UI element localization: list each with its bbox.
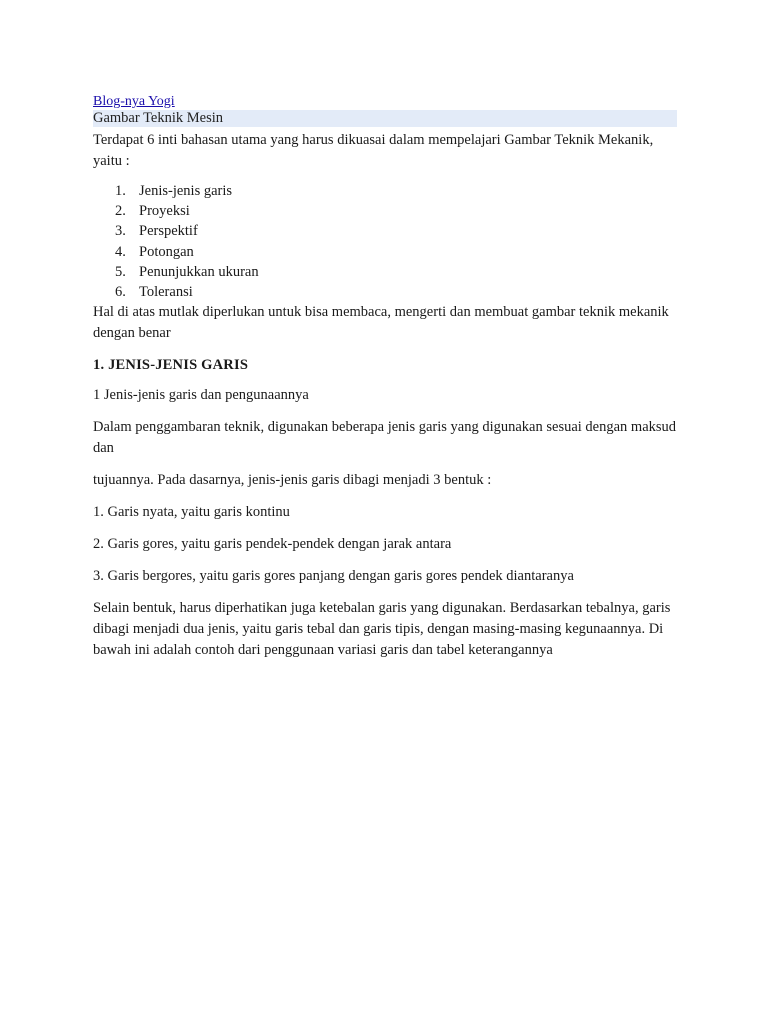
list-item-label: Perspektif bbox=[139, 223, 198, 240]
section-heading: 1. JENIS-JENIS GARIS bbox=[93, 357, 249, 374]
list-item bbox=[93, 242, 677, 262]
section-paragraph-1: Dalam penggambaran teknik, digunakan beberapa jenis garis yang digunakan sesuai dengan maksud dan bbox=[93, 419, 677, 457]
list-item-label: Proyeksi bbox=[139, 203, 190, 220]
section-subheading: 1 Jenis-jenis garis dan pengunaannya bbox=[93, 387, 309, 404]
topic-list bbox=[93, 181, 677, 302]
list-item bbox=[93, 282, 677, 302]
document-page bbox=[93, 92, 677, 661]
page-title: Gambar Teknik Mesin bbox=[93, 110, 677, 127]
intro-paragraph: Terdapat 6 inti bahasan utama yang harus dikuasai dalam mempelajari Gambar Teknik Mekanik, yaitu : bbox=[93, 132, 654, 169]
section-paragraph-3: Selain bentuk, harus diperhatikan juga ketebalan garis yang digunakan. Berdasarkan tebalnya, garis dibagi menjadi dua jenis, yaitu garis tebal dan garis tipis, dengan masing-masing kegunaannya. Di bawah ini adalah contoh dari penggunaan variasi garis dan tabel keterangannya bbox=[93, 600, 671, 659]
line-type-item-2: 2. Garis gores, yaitu garis pendek-pendek dengan jarak antara bbox=[93, 536, 452, 553]
list-item-number: 1. bbox=[115, 183, 126, 199]
list-item-label: Penunjukkan ukuran bbox=[139, 263, 259, 280]
blog-link[interactable]: Blog-nya Yogi bbox=[93, 94, 175, 109]
list-item-number: 4. bbox=[115, 243, 126, 260]
list-item bbox=[93, 262, 677, 282]
list-item-number: 6. bbox=[115, 284, 126, 301]
after-list-paragraph: Hal di atas mutlak diperlukan untuk bisa membaca, mengerti dan membuat gambar teknik mekanik dengan benar bbox=[93, 304, 669, 342]
list-item-label: Potongan bbox=[139, 243, 194, 260]
list-item bbox=[93, 221, 677, 241]
list-item-label: Toleransi bbox=[139, 284, 193, 301]
list-item bbox=[93, 181, 677, 201]
line-type-item-1: 1. Garis nyata, yaitu garis kontinu bbox=[93, 504, 290, 521]
list-item-number: 2. bbox=[115, 203, 126, 220]
line-type-item-3: 3. Garis bergores, yaitu garis gores panjang dengan garis gores pendek diantaranya bbox=[93, 568, 574, 585]
section-paragraph-2: tujuannya. Pada dasarnya, jenis-jenis garis dibagi menjadi 3 bentuk : bbox=[93, 472, 492, 489]
list-item-number: 5. bbox=[115, 263, 126, 280]
list-item bbox=[93, 201, 677, 221]
list-item-label: Jenis-jenis garis bbox=[139, 183, 233, 199]
list-item-number: 3. bbox=[115, 223, 126, 240]
